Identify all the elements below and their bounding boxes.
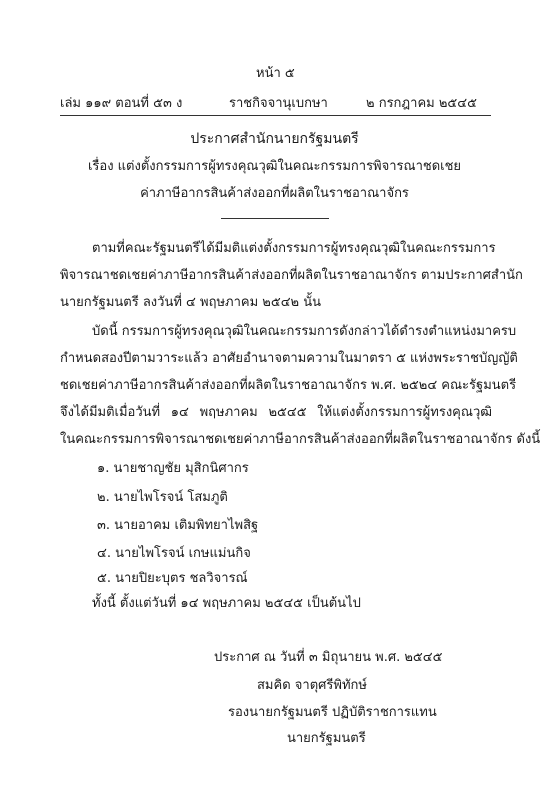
subject-line-2: ค่าภาษีอากรสินค้าส่งออกที่ผลิตในราชอาณาจักร	[140, 186, 409, 201]
gazette-name: ราชกิจจานุเบกษา	[229, 96, 328, 111]
paragraph-2-line: กำหนดสองปีตามวาระแล้ว อาศัยอำนาจตามความในมาตรา ๕ แห่งพระราชบัญญัติ	[60, 351, 518, 366]
member-list-item: ๓. นายอาคม เติมพิทยาไพสิฐ	[97, 518, 259, 533]
paragraph-1-line: นายกรัฐมนตรี ลงวันที่ ๔ พฤษภาคม ๒๕๔๒ นั้น	[60, 295, 322, 310]
paragraph-1-line: พิจารณาชดเชยค่าภาษีอากรสินค้าส่งออกที่ผลิตในราชอาณาจักร ตามประกาศสำนัก	[60, 268, 523, 283]
member-list-item: ๒. นายไพโรจน์ โสมภูติ	[97, 490, 228, 505]
member-list-item: ๑. นายชาญชัย มุสิกนิศากร	[97, 461, 249, 476]
paragraph-2-line: จึงได้มีมติเมื่อวันที่ ๑๔ พฤษภาคม ๒๕๔๕ ให้แต่งตั้งกรรมการผู้ทรงคุณวุฒิ	[60, 405, 492, 420]
paragraph-2-line: บัดนี้ กรรมการผู้ทรงคุณวุฒิในคณะกรรมการดังกล่าวได้ดำรงตำแหน่งมาครบ	[92, 324, 517, 339]
header-rule	[60, 115, 491, 116]
signatory-position: รองนายกรัฐมนตรี ปฏิบัติราชการแทน	[228, 705, 437, 720]
title-underline	[221, 218, 329, 219]
effective-date: ทั้งนี้ ตั้งแต่วันที่ ๑๔ พฤษภาคม ๒๕๔๕ เป็นต้นไป	[92, 596, 361, 611]
gazette-date: ๒ กรกฎาคม ๒๕๔๕	[366, 96, 477, 111]
announcement-date: ประกาศ ณ วันที่ ๓ มิถุนายน พ.ศ. ๒๕๔๕	[214, 650, 443, 665]
paragraph-1-line: ตามที่คณะรัฐมนตรีได้มีมติแต่งตั้งกรรมการผู้ทรงคุณวุฒิในคณะกรรมการ	[92, 241, 496, 256]
member-list-item: ๕. นายปิยะบุตร ชลวิจารณ์	[97, 571, 248, 586]
announcement-title: ประกาศสำนักนายกรัฐมนตรี	[190, 131, 359, 147]
subject-line-1: เรื่อง แต่งตั้งกรรมการผู้ทรงคุณวุฒิในคณะกรรมการพิจารณาชดเชย	[87, 159, 462, 174]
paragraph-2-line: ชดเชยค่าภาษีอากรสินค้าส่งออกที่ผลิตในราชอาณาจักร พ.ศ. ๒๕๒๔ คณะรัฐมนตรี	[60, 378, 517, 393]
volume-number: เล่ม ๑๑๙ ตอนที่ ๕๓ ง	[60, 96, 183, 111]
member-list-item: ๔. นายไพโรจน์ เกษแม่นกิจ	[97, 546, 251, 561]
signatory-name: สมคิด จาตุศรีพิทักษ์	[257, 678, 367, 693]
page-number: หน้า ๕	[256, 66, 295, 81]
signatory-title: นายกรัฐมนตรี	[287, 731, 366, 746]
paragraph-2-line: ในคณะกรรมการพิจารณาชดเชยค่าภาษีอากรสินค้าส่งออกที่ผลิตในราชอาณาจักร ดังนี้	[60, 432, 541, 447]
